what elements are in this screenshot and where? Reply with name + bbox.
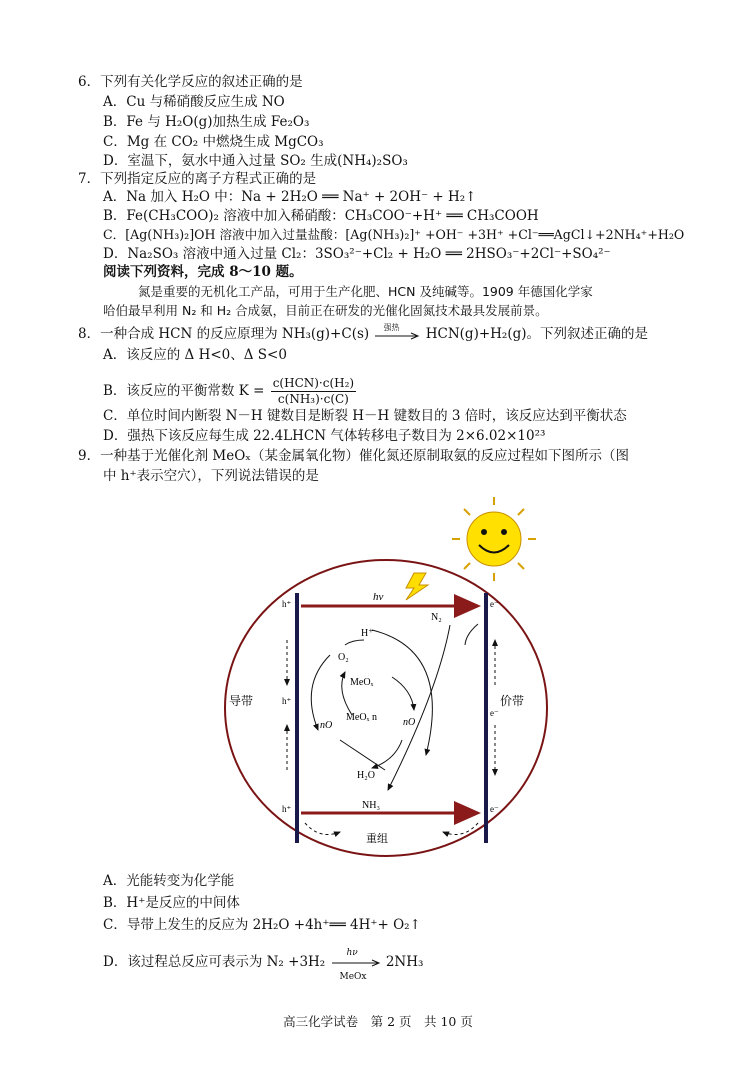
- h2o-label: H₂O: [357, 770, 375, 781]
- meox-label: MeOₓ: [350, 677, 374, 688]
- recombination-label: 重组: [366, 833, 388, 845]
- o2-label: O₂: [338, 652, 349, 663]
- q9-option-d-post: 2NH₃: [385, 954, 424, 970]
- overall-reaction-arrow: [330, 947, 382, 982]
- q9-option-d-pre: D．该过程总反应可表示为 N₂ +3H₂: [103, 954, 326, 970]
- q7-option-b: B．Fe(CH₃COO)₂ 溶液中加入稀硝酸：CH₃COO⁻+H⁺ ══ CH₃COOH: [103, 208, 539, 224]
- q7-option-c: C．[Ag(NH₃)₂]OH 溶液中加入过量盐酸：[Ag(NH₃)₂]⁺ +OH⁻ +3H⁺ +Cl⁻══AgCl↓+2NH₄⁺+H₂O: [103, 227, 685, 242]
- lightning-icon: [406, 573, 428, 600]
- q6-option-d: D．室温下，氨水中通入过量 SO₂ 生成(NH₄)₂SO₃: [103, 153, 408, 169]
- q8-option-b-text: B．该反应的平衡常数 K =: [103, 383, 265, 399]
- no-left-label: nO: [320, 720, 333, 731]
- page-footer: 高三化学试卷 第 2 页 共 10 页: [283, 1014, 473, 1029]
- arrow-bottom-label: MeOx: [339, 971, 367, 982]
- sun-icon: [452, 497, 536, 581]
- nh3-label: NH₃: [362, 800, 380, 811]
- arrow-label: 强热: [383, 322, 400, 332]
- q8-option-a: A．该反应的 Δ H<0、Δ S<0: [103, 347, 287, 363]
- h-label-bottom: h⁺: [282, 804, 292, 814]
- q9-option-c: C．导带上发生的反应为 2H₂O +4h⁺══ 4H⁺+ O₂↑: [103, 917, 421, 933]
- q9-stem-line-2: 中 h⁺表示空穴），下列说法错误的是: [103, 468, 319, 484]
- q8-option-c: C．单位时间内断裂 N－H 键数目是断裂 H－H 键数目的 3 倍时，该反应达到平衡状态: [103, 408, 627, 424]
- arrow-top-label: hν: [346, 947, 358, 958]
- q9-option-b: B．H⁺是反应的中间体: [103, 895, 240, 911]
- h-label-top: h⁺: [282, 599, 292, 609]
- q9-option-a: A．光能转变为化学能: [103, 873, 235, 889]
- fraction-denominator: c(NH₃)·c(C): [277, 392, 349, 406]
- q9-stem-line-1: 9．一种基于光催化剂 MeOₓ（某金属氧化物）催化氮还原制取氨的反应过程如下图所示（图: [78, 448, 629, 464]
- q6-option-c: C．Mg 在 CO₂ 中燃烧生成 MgCO₃: [103, 134, 324, 150]
- q6-option-a: A．Cu 与稀硝酸反应生成 NO: [103, 94, 285, 110]
- fraction-numerator: c(HCN)·c(H₂): [272, 376, 355, 390]
- q6-option-b: B．Fe 与 H₂O(g)加热生成 Fe₂O₃: [103, 114, 310, 130]
- reading-line-1: 氮是重要的无机化工产品，可用于生产化肥、HCN 及纯碱等。1909 年德国化学家: [138, 284, 593, 299]
- valence-band-label: 价带: [500, 694, 525, 708]
- reading-line-2: 哈伯最早利用 N₂ 和 H₂ 合成氨，目前正在研发的光催化固氮技术最具发展前景。: [103, 303, 548, 318]
- no-right-label: nO: [403, 717, 416, 728]
- h-label-mid: h⁺: [282, 696, 292, 706]
- q8-stem-post: HCN(g)+H₂(g)。下列叙述正确的是: [425, 326, 649, 342]
- q9-option-d: [103, 947, 424, 982]
- hplus-label: H⁺: [361, 628, 374, 639]
- q7-stem: 7．下列指定反应的离子方程式正确的是: [78, 171, 317, 187]
- e-label-mid: e⁻: [490, 708, 499, 718]
- n2-label: N₂: [431, 612, 442, 623]
- q7-option-d: D．Na₂SO₃ 溶液中通入过量 Cl₂：3SO₃²⁻+Cl₂ + H₂O ══ 2HSO₃⁻+2Cl⁻+SO₄²⁻: [103, 246, 611, 262]
- q8-stem-pre: 8．一种合成 HCN 的反应原理为 NH₃(g)+C(s): [78, 326, 370, 342]
- reading-heading: 阅读下列资料，完成 8～10 题。: [103, 264, 303, 280]
- meox-n-label: MeOₓ n: [346, 712, 377, 723]
- e-label-top: e⁻: [490, 599, 499, 609]
- q7-option-a: A．Na 加入 H₂O 中：Na + 2H₂O ══ Na⁺ + 2OH⁻ + H₂↑: [103, 189, 477, 205]
- conduction-band-label: 导带: [229, 694, 254, 708]
- q8-option-d: D．强热下该反应每生成 22.4LHCN 气体转移电子数目为 2×6.02×10²³: [103, 428, 546, 444]
- hv-label: hv: [373, 591, 384, 603]
- e-label-bottom: e⁻: [490, 804, 499, 814]
- q6-stem: 6．下列有关化学反应的叙述正确的是: [78, 74, 303, 90]
